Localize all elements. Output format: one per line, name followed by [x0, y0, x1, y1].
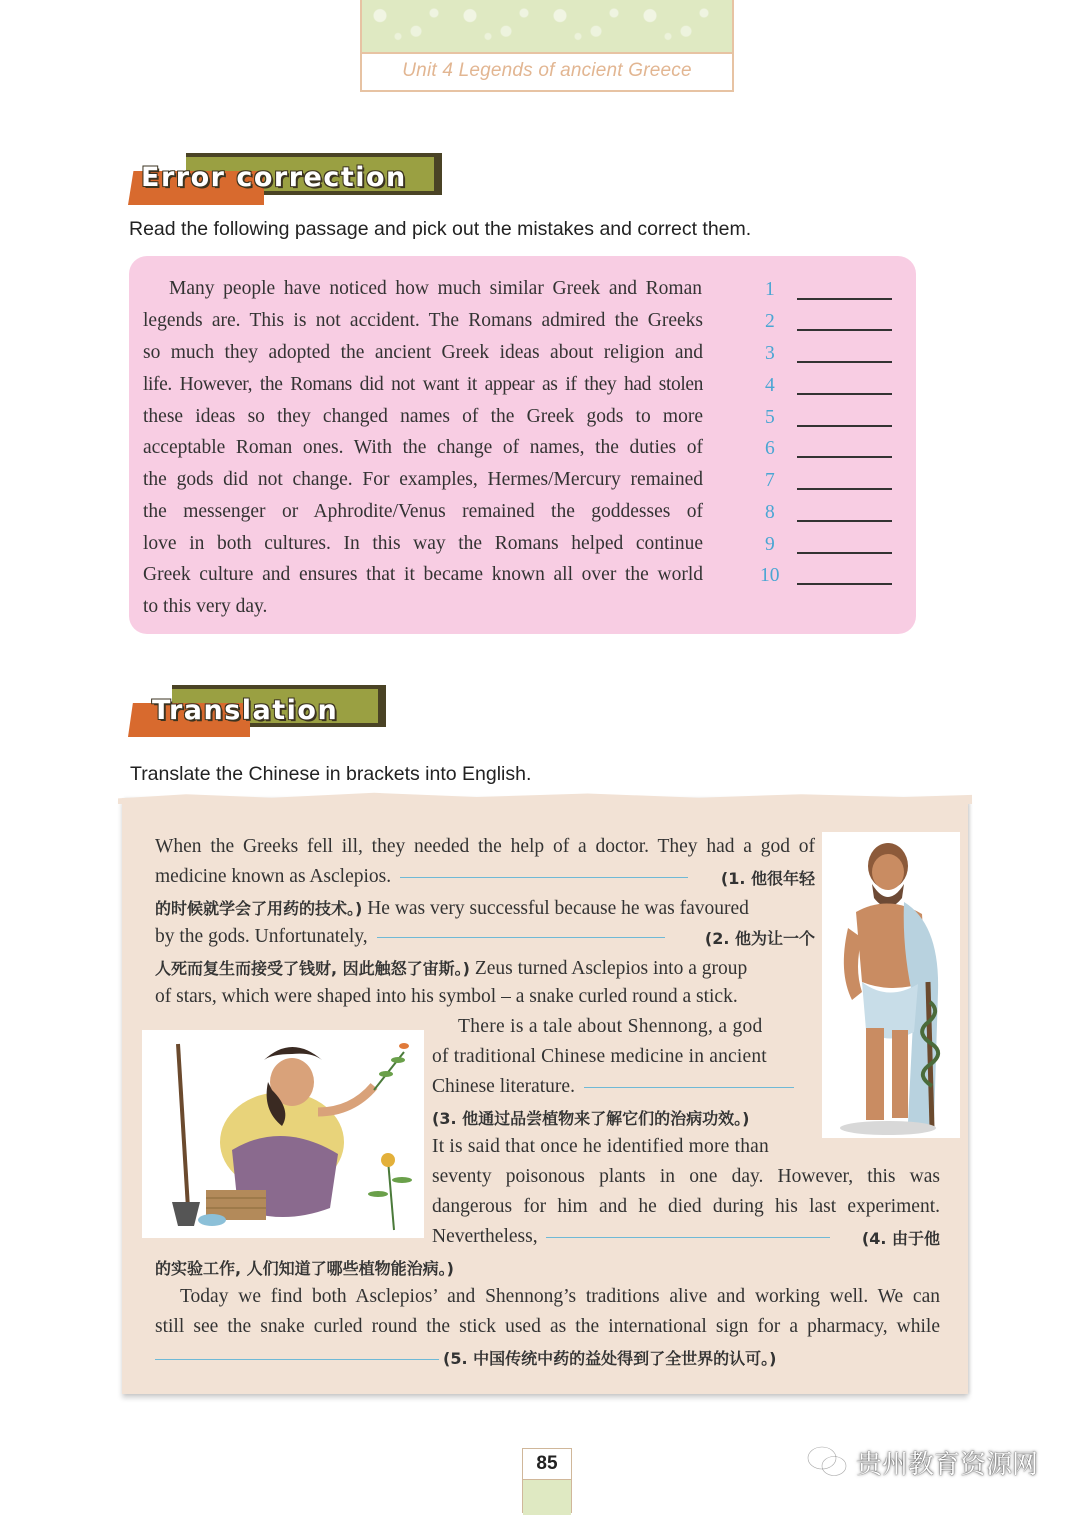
chinese-prompt-3: (3. 他通过品尝植物来了解它们的治病功效。)	[432, 1109, 750, 1128]
translation-heading: Translation	[152, 695, 339, 726]
answer-number: 9	[765, 534, 775, 555]
answer-number: 8	[765, 502, 775, 523]
answer-blank[interactable]	[797, 583, 892, 585]
translation-line	[155, 896, 815, 926]
translation-line	[432, 1226, 940, 1256]
answer-blank[interactable]	[797, 520, 892, 522]
answer-blank[interactable]	[797, 552, 892, 554]
answer-blank[interactable]	[797, 393, 892, 395]
error-correction-heading: Error correction	[141, 162, 407, 193]
translation-line: seventy poisonous plants in one day. However, this was	[432, 1166, 940, 1187]
passage-line: the messenger or Aphrodite/Venus remained the goddesses of	[143, 501, 703, 522]
translation-text: He was very successful because he was favoured	[362, 898, 749, 919]
answer-number: 5	[765, 407, 775, 428]
chinese-prompt-2: (2. 他为让一个	[704, 929, 815, 948]
translation-line: When the Greeks fell ill, they needed the help of a doctor. They had a god of	[155, 836, 815, 857]
translation-blank-4[interactable]	[546, 1237, 830, 1239]
answer-number: 2	[765, 311, 775, 332]
translation-blank-2[interactable]	[377, 937, 665, 939]
error-correction-banner	[128, 153, 444, 207]
translation-line: There is a tale about Shennong, a god	[458, 1016, 763, 1037]
translation-instruction: Translate the Chinese in brackets into English.	[130, 763, 532, 785]
translation-blank-5[interactable]	[155, 1359, 439, 1361]
translation-line	[432, 1076, 798, 1106]
answer-blank[interactable]	[797, 298, 892, 300]
passage-line: so much they adopted the ancient Greek ideas about religion and	[143, 342, 703, 363]
translation-line: dangerous for him and he died during his last experiment.	[432, 1196, 940, 1217]
unit-header-tab	[360, 0, 734, 92]
translation-text: Chinese literature.	[432, 1076, 575, 1097]
translation-banner	[128, 685, 388, 739]
answer-blank[interactable]	[797, 329, 892, 331]
answer-blank[interactable]	[797, 456, 892, 458]
translation-line	[155, 1256, 454, 1286]
error-correction-passage-box	[129, 256, 916, 634]
passage-line: these ideas so they changed names of the Greek gods to more	[143, 406, 703, 427]
header-texture	[362, 0, 732, 54]
translation-line	[155, 956, 815, 986]
passage-line: legends are. This is not accident. The Romans admired the Greeks	[143, 310, 703, 331]
translation-line: It is said that once he identified more than	[432, 1136, 769, 1157]
answer-number: 10	[760, 565, 780, 586]
watermark-text: 贵州教育资源网	[856, 1449, 1039, 1480]
chinese-prompt-2-cont: 人死而复生而接受了钱财, 因此触怒了宙斯。)	[155, 959, 470, 978]
translation-line	[155, 866, 815, 896]
answer-number: 6	[765, 438, 775, 459]
wechat-icon	[806, 1444, 848, 1480]
page-number: 85	[523, 1449, 571, 1480]
chinese-prompt-4-cont: 的实验工作, 人们知道了哪些植物能治病。)	[155, 1259, 454, 1278]
answer-blank[interactable]	[797, 425, 892, 427]
translation-passage-box	[122, 798, 968, 1394]
translation-blank-1[interactable]	[400, 877, 688, 879]
chinese-prompt-1-cont: 的时候就学会了用药的技术。)	[155, 899, 363, 918]
answer-number: 3	[765, 343, 775, 364]
passage-line: Many people have noticed how much similar Greek and Roman	[169, 278, 702, 299]
chinese-prompt-1: (1. 他很年轻	[720, 869, 815, 888]
translation-blank-3[interactable]	[584, 1087, 794, 1089]
translation-line: of traditional Chinese medicine in ancient	[432, 1046, 767, 1067]
chinese-prompt-4: (4. 由于他	[861, 1229, 940, 1248]
translation-line: still see the snake curled round the stick used as the international sign for a pharmacy, while	[155, 1316, 940, 1337]
page-number-box	[522, 1448, 572, 1513]
asclepios-illustration	[822, 832, 960, 1138]
translation-text: medicine known as Asclepios.	[155, 866, 392, 887]
translation-text: by the gods. Unfortunately,	[155, 926, 368, 947]
translation-line: Today we find both Asclepios’ and Shennong’s traditions alive and working well. We can	[180, 1286, 940, 1307]
answer-number: 4	[765, 375, 775, 396]
translation-text: Nevertheless,	[432, 1226, 538, 1247]
error-correction-instruction: Read the following passage and pick out the mistakes and correct them.	[129, 218, 752, 240]
translation-line	[155, 1346, 776, 1376]
passage-line: love in both cultures. In this way the Romans helped continue	[143, 533, 703, 554]
passage-line: acceptable Roman ones. With the change of names, the duties of	[143, 437, 703, 458]
translation-line	[155, 926, 815, 956]
watermark	[806, 1440, 1038, 1484]
passage-line: Greek culture and ensures that it became known all over the world	[143, 564, 703, 585]
passage-line: to this very day.	[143, 596, 268, 617]
answer-blank[interactable]	[797, 361, 892, 363]
chinese-prompt-5: (5. 中国传统中药的益处得到了全世界的认可。)	[443, 1349, 777, 1368]
translation-text: Zeus turned Asclepios into a group	[469, 958, 748, 979]
translation-line	[432, 1106, 749, 1136]
paper-torn-edge	[118, 790, 972, 804]
passage-line: life. However, the Romans did not want it appear as if they had stolen	[143, 374, 703, 395]
unit-title: Unit 4 Legends of ancient Greece	[402, 60, 692, 81]
answer-number: 1	[765, 279, 775, 300]
answer-blank[interactable]	[797, 488, 892, 490]
translation-line: of stars, which were shaped into his symbol – a snake curled round a stick.	[155, 986, 738, 1007]
shennong-illustration	[142, 1030, 424, 1238]
passage-line: the gods did not change. For examples, Hermes/Mercury remained	[143, 469, 703, 490]
answer-number: 7	[765, 470, 775, 491]
